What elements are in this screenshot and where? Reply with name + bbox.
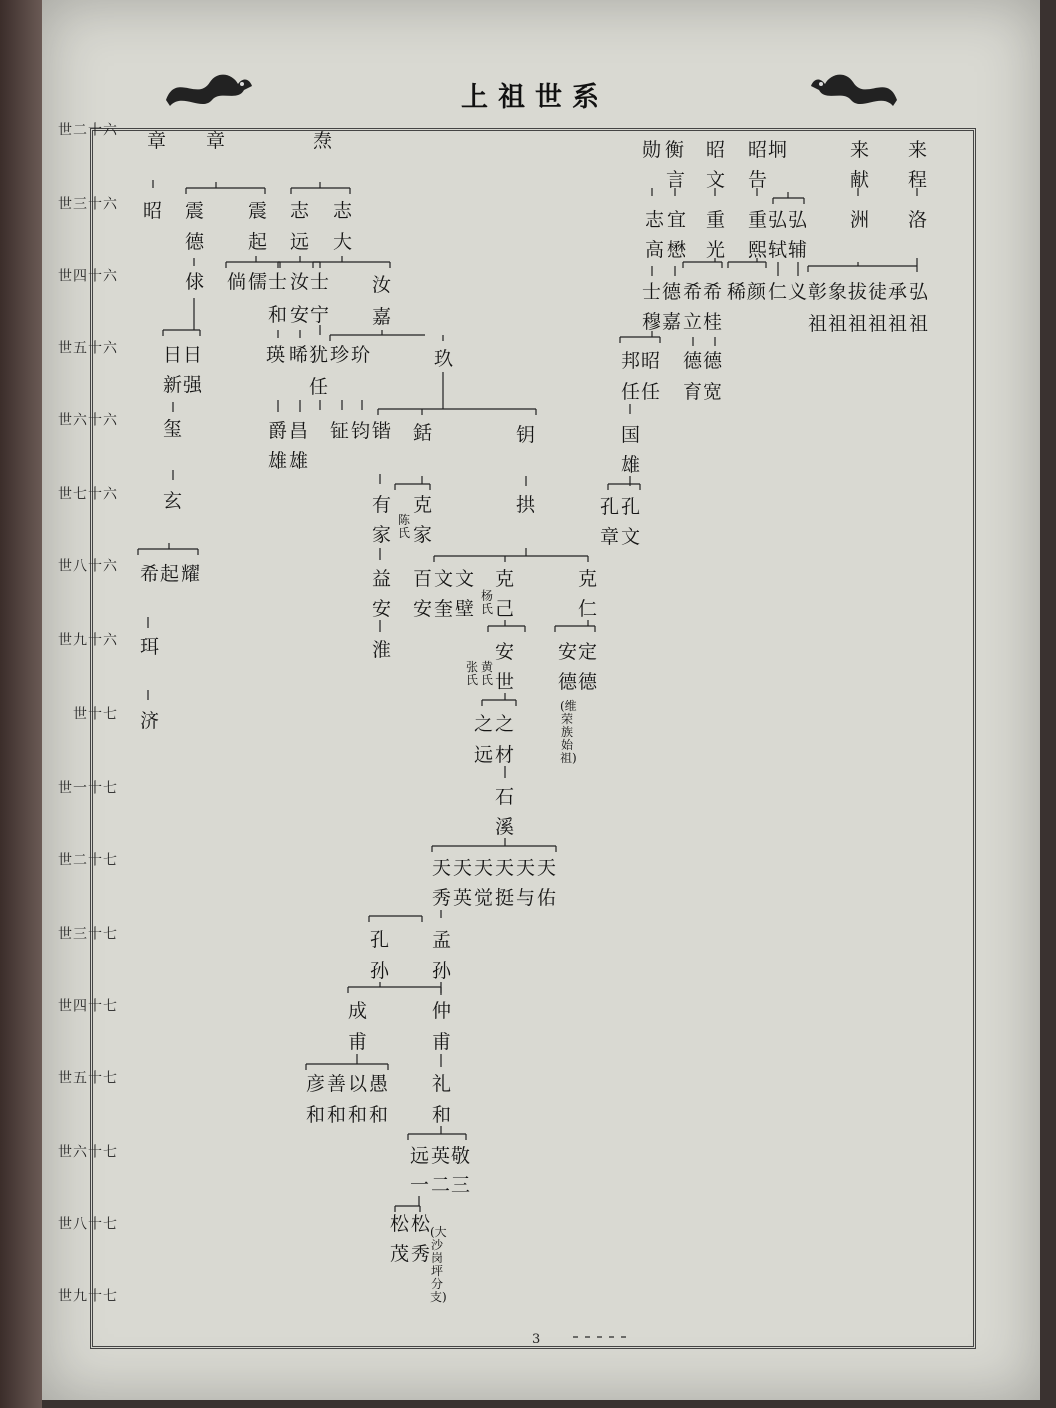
person-name: 祖 — [828, 313, 848, 335]
person-name: 徒 — [868, 281, 888, 303]
person-name: 彦 — [306, 1073, 326, 1095]
person-name: 任 — [621, 381, 641, 403]
person-name: 日 — [183, 344, 203, 366]
person-name: 成 — [348, 1000, 368, 1022]
person-name: 稀 — [727, 281, 747, 303]
person-name: 育 — [683, 381, 703, 403]
person-name: 希 — [703, 281, 723, 303]
person-name: 宽 — [703, 381, 723, 403]
generation-label: 六十三世 — [56, 196, 117, 210]
person-name: 雄 — [289, 450, 309, 472]
person-name: 仁 — [578, 598, 598, 620]
person-name: 安 — [372, 598, 392, 620]
person-name: 敬 — [451, 1145, 471, 1167]
person-name: 石 — [495, 786, 515, 808]
person-name: 玺 — [163, 418, 183, 440]
person-name: 甫 — [348, 1031, 368, 1053]
person-name: 儒 — [248, 271, 268, 293]
person-name: 昭 — [748, 139, 768, 161]
person-name: 天 — [474, 857, 494, 879]
person-name: 茂 — [390, 1243, 410, 1265]
person-name: 淮 — [372, 639, 392, 661]
person-name: 钧 — [351, 420, 371, 442]
person-name: 言 — [666, 169, 686, 191]
person-name: 德 — [578, 671, 598, 693]
person-name: 和 — [432, 1104, 452, 1126]
person-name: 章 — [206, 130, 226, 152]
generation-label: 七十五世 — [56, 1070, 117, 1084]
lineage-note: 黄氏 — [480, 660, 493, 687]
person-name: 孙 — [432, 960, 452, 982]
person-name: 天 — [432, 857, 452, 879]
person-name: 志 — [645, 209, 665, 231]
person-name: 懋 — [667, 239, 687, 261]
person-name: 震 — [248, 200, 268, 222]
person-name: 珍 — [330, 344, 350, 366]
person-name: 犹 — [309, 344, 329, 366]
generation-label: 七十六世 — [56, 1144, 117, 1158]
person-name: 英 — [431, 1145, 451, 1167]
person-name: 德 — [662, 281, 682, 303]
generation-label: 六十二世 — [56, 122, 117, 136]
person-name: 希 — [683, 281, 703, 303]
person-name: 孙 — [370, 960, 390, 982]
lineage-note: 杨氏 — [480, 589, 493, 616]
person-name: 立 — [683, 311, 703, 333]
person-name: 倘 — [227, 271, 247, 293]
person-name: 强 — [183, 374, 203, 396]
person-name: 嘉 — [372, 306, 392, 328]
person-name: 奎 — [434, 598, 454, 620]
person-name: 有 — [372, 494, 392, 516]
person-name: 来 — [850, 139, 870, 161]
generation-label: 六十八世 — [56, 558, 117, 572]
person-name: 高 — [645, 239, 665, 261]
person-name: 三 — [451, 1174, 471, 1196]
generation-label: 七十四世 — [56, 998, 117, 1012]
person-name: 祖 — [808, 313, 828, 335]
person-name: 孔 — [621, 496, 641, 518]
person-name: 壁 — [455, 598, 475, 620]
person-name: 德 — [185, 231, 205, 253]
person-name: 希 — [140, 563, 160, 585]
person-name: 任 — [641, 381, 661, 403]
person-name: 钥 — [516, 424, 536, 446]
person-name: 之 — [495, 713, 515, 735]
lineage-note: 张氏 — [465, 660, 478, 687]
person-name: 宁 — [310, 304, 330, 326]
person-name: 祖 — [868, 313, 888, 335]
person-name: 承 — [888, 281, 908, 303]
person-name: 俅 — [185, 271, 205, 293]
person-name: 济 — [140, 710, 160, 732]
person-name: 祖 — [848, 313, 868, 335]
person-name: 程 — [908, 169, 928, 191]
person-name: 义 — [788, 281, 808, 303]
person-name: 文 — [621, 526, 641, 548]
generation-label: 七十九世 — [56, 1288, 117, 1302]
person-name: 德 — [683, 350, 703, 372]
generation-label: 六十四世 — [56, 268, 117, 282]
person-name: 熙 — [748, 239, 768, 261]
person-name: 昌 — [289, 420, 309, 442]
person-name: 衡 — [665, 139, 685, 161]
person-name: 钲 — [330, 420, 350, 442]
person-name: 玄 — [163, 490, 183, 512]
person-name: 一 — [410, 1174, 430, 1196]
person-name: 拱 — [516, 494, 536, 516]
person-name: 祖 — [909, 313, 929, 335]
person-name: 锴 — [372, 420, 392, 442]
person-name: 昭 — [706, 139, 726, 161]
person-name: 善 — [327, 1073, 347, 1095]
person-name: 新 — [163, 374, 183, 396]
person-name: 坰 — [768, 139, 788, 161]
person-name: 英 — [453, 887, 473, 909]
person-name: 玖 — [434, 348, 454, 370]
person-name: 士 — [268, 271, 288, 293]
person-name: 洛 — [908, 209, 928, 231]
person-name: 銛 — [413, 422, 433, 444]
person-name: 光 — [706, 239, 726, 261]
generation-label: 七十世 — [71, 706, 117, 720]
person-name: 颜 — [747, 281, 767, 303]
lineage-note: (维荣族始祖) — [560, 699, 577, 765]
person-name: 秀 — [411, 1243, 431, 1265]
person-name: 辅 — [788, 239, 808, 261]
person-name: 觉 — [474, 887, 494, 909]
person-name: 昭 — [641, 350, 661, 372]
person-name: 章 — [147, 130, 167, 152]
person-name: 松 — [411, 1213, 431, 1235]
person-name: 礼 — [432, 1073, 452, 1095]
person-name: 世 — [495, 671, 515, 693]
person-name: 嘉 — [662, 311, 682, 333]
person-name: 汝 — [372, 274, 392, 296]
person-name: 轼 — [768, 239, 788, 261]
generation-label: 七十一世 — [56, 780, 117, 794]
person-name: 弘 — [768, 209, 788, 231]
person-name: 玠 — [351, 344, 371, 366]
person-name: 象 — [828, 281, 848, 303]
person-name: 瑛 — [266, 344, 286, 366]
generation-label: 六十六世 — [56, 412, 117, 426]
person-name: 之 — [474, 713, 494, 735]
person-name: 百 — [413, 568, 433, 590]
person-name: 安 — [290, 304, 310, 326]
person-name: 二 — [431, 1174, 451, 1196]
person-name: 志 — [333, 200, 353, 222]
lineage-note: 陈氏 — [397, 513, 410, 540]
person-name: 德 — [703, 350, 723, 372]
generation-label: 七十八世 — [56, 1216, 117, 1230]
person-name: 大 — [333, 231, 353, 253]
person-name: 重 — [748, 209, 768, 231]
lineage-note: (大沙岗坪分支) — [430, 1225, 447, 1304]
person-name: 彰 — [808, 281, 828, 303]
person-name: 天 — [495, 857, 515, 879]
person-name: 以 — [348, 1073, 368, 1095]
person-name: 志 — [290, 200, 310, 222]
person-name: 家 — [372, 524, 392, 546]
person-name: 勋 — [642, 139, 662, 161]
person-name: 起 — [160, 563, 180, 585]
person-name: 松 — [390, 1213, 410, 1235]
person-name: 定 — [578, 641, 598, 663]
generation-label: 六十九世 — [56, 632, 117, 646]
person-name: 日 — [163, 344, 183, 366]
person-name: 重 — [706, 209, 726, 231]
person-name: 文 — [434, 568, 454, 590]
person-name: 天 — [516, 857, 536, 879]
person-name: 宜 — [667, 209, 687, 231]
person-name: 安 — [495, 641, 515, 663]
person-name: 克 — [413, 494, 433, 516]
person-name: 祖 — [888, 313, 908, 335]
person-name: 耀 — [181, 563, 201, 585]
person-name: 天 — [453, 857, 473, 879]
page-title: 上祖世系 — [461, 82, 609, 113]
person-name: 晞 — [289, 344, 309, 366]
person-name: 与 — [516, 887, 536, 909]
person-name: 焘 — [313, 130, 333, 152]
person-name: 弘 — [788, 209, 808, 231]
person-name: 仲 — [432, 1000, 452, 1022]
person-name: 益 — [372, 568, 392, 590]
person-name: 告 — [748, 169, 768, 191]
person-name: 汝 — [290, 271, 310, 293]
person-name: 克 — [495, 568, 515, 590]
person-name: 士 — [642, 281, 662, 303]
person-name: 章 — [600, 526, 620, 548]
person-name: 甫 — [432, 1031, 452, 1053]
person-name: 穆 — [642, 311, 662, 333]
person-name: 安 — [413, 598, 433, 620]
person-name: 远 — [290, 231, 310, 253]
person-name: 来 — [908, 139, 928, 161]
person-name: 文 — [706, 169, 726, 191]
person-name: 佑 — [537, 887, 557, 909]
person-name: 德 — [558, 671, 578, 693]
person-name: 克 — [578, 568, 598, 590]
page-number: 3 — [532, 1332, 541, 1347]
generation-label: 六十七世 — [56, 486, 117, 500]
generation-label: 七十三世 — [56, 926, 117, 940]
person-name: 溪 — [495, 816, 515, 838]
person-name: 挺 — [495, 887, 515, 909]
person-name: 愚 — [369, 1073, 389, 1095]
person-name: 和 — [268, 304, 288, 326]
person-name: 孟 — [432, 929, 452, 951]
person-name: 己 — [495, 598, 515, 620]
person-name: 献 — [850, 169, 870, 191]
person-name: 天 — [537, 857, 557, 879]
person-name: 雄 — [268, 450, 288, 472]
person-name: 家 — [413, 524, 433, 546]
person-name: 起 — [248, 231, 268, 253]
generation-label: 六十五世 — [56, 340, 117, 354]
person-name: 材 — [495, 744, 515, 766]
person-name: 爵 — [268, 420, 288, 442]
person-name: 昭 — [143, 200, 163, 222]
person-name: 桂 — [703, 311, 723, 333]
person-name: 远 — [410, 1145, 430, 1167]
person-name: 邦 — [621, 350, 641, 372]
person-name: 和 — [327, 1104, 347, 1126]
person-name: 文 — [455, 568, 475, 590]
person-name: 洲 — [850, 209, 870, 231]
person-name: 孔 — [370, 929, 390, 951]
person-name: 孔 — [600, 496, 620, 518]
person-name: 和 — [348, 1104, 368, 1126]
person-name: 弘 — [909, 281, 929, 303]
person-name: 远 — [474, 744, 494, 766]
person-name: 雄 — [621, 454, 641, 476]
person-name: 国 — [621, 424, 641, 446]
person-name: 和 — [306, 1104, 326, 1126]
person-name: 震 — [185, 200, 205, 222]
person-name: 珥 — [140, 636, 160, 658]
person-name: 和 — [369, 1104, 389, 1126]
generation-label: 七十二世 — [56, 852, 117, 866]
person-name: 拔 — [848, 281, 868, 303]
person-name: 秀 — [432, 887, 452, 909]
person-name: 仁 — [768, 281, 788, 303]
person-name: 士 — [310, 271, 330, 293]
person-name: 任 — [309, 376, 329, 398]
person-name: 安 — [558, 641, 578, 663]
